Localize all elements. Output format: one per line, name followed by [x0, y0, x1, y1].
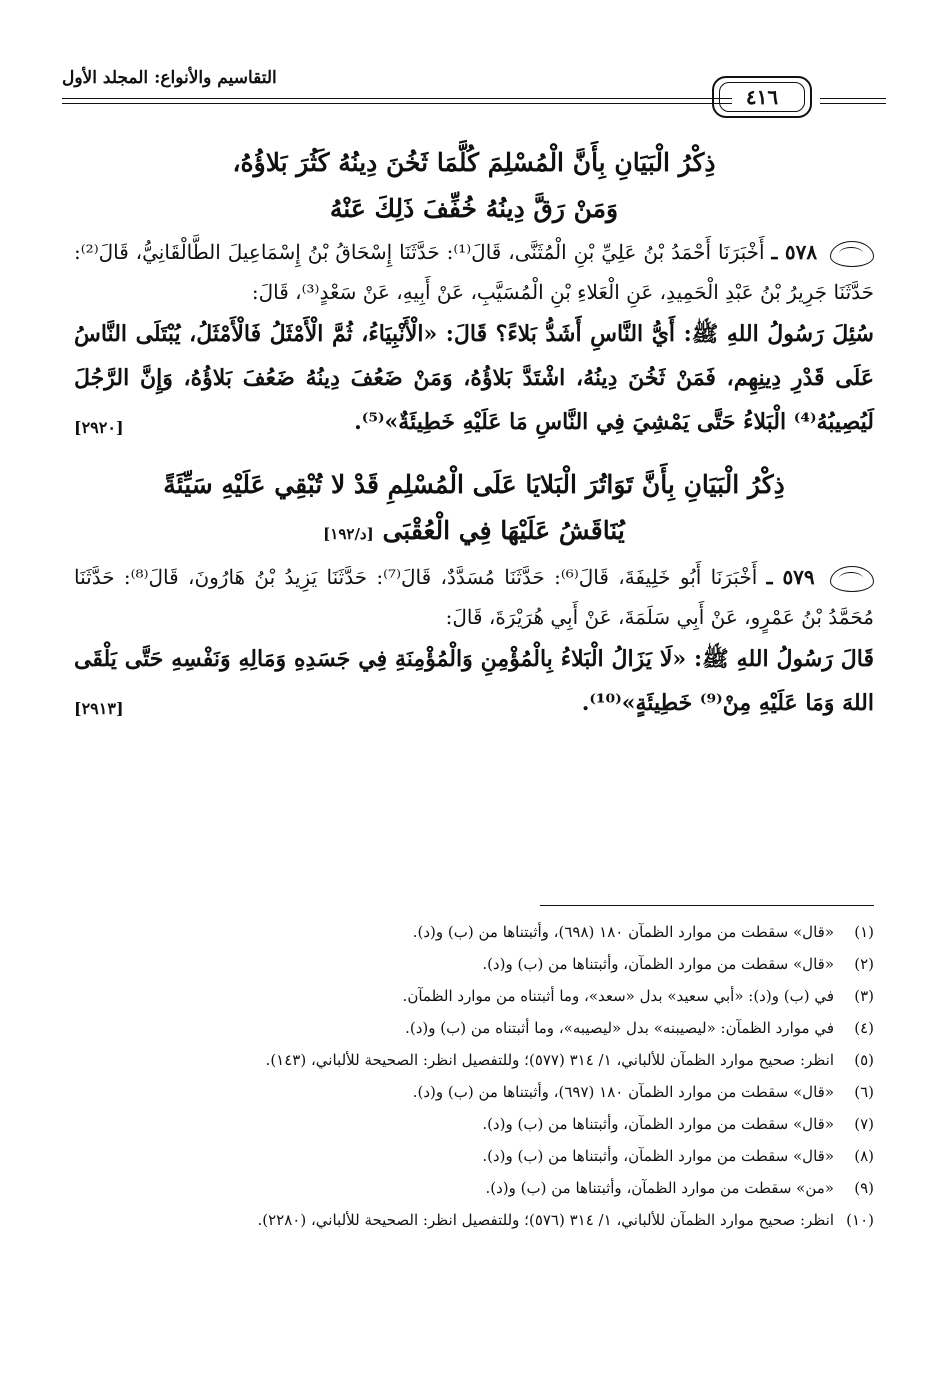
hadith-579-matn-text: قَالَ رَسُولُ اللهِ ﷺ: «لَا يَزَالُ الْبَلاءُ بِالْمُؤْمِنِ وَالْمُؤْمِنَةِ فِي جَسَدِهِ وَمَالِهِ وَنَفْسِهِ حَتَّى يَلْقَى اللهَ وَمَا عَلَيْهِ مِنْ⁽⁹⁾ خَطِيئَةٍ»⁽¹⁰⁾.: [74, 646, 874, 716]
footnote-text: «قال» سقطت من موارد الظمآن، وأثبتناها من (ب) و(د).: [482, 955, 834, 973]
hadith-marker-icon: [830, 566, 874, 592]
footnote-number: (٤): [854, 1019, 874, 1037]
footnote: [74, 1174, 874, 1202]
footnote-text: انظر: صحيح موارد الظمآن للألباني، ١/ ٣١٤ (٥٧٦)؛ وللتفصيل انظر: الصحيحة للألباني، (٢٢٨٠).: [257, 1211, 834, 1229]
header-rule-left: [62, 98, 732, 104]
footnote-text: في موارد الظمآن: «ليصيبنه» بدل «ليصيبه»، وما أثبتناه من (ب) و(د).: [405, 1019, 834, 1037]
footnote: [74, 1206, 874, 1234]
footnote-text: «قال» سقطت من موارد الظمآن ١٨٠ (٦٩٧)، وأثبتناها من (ب) و(د).: [412, 1083, 834, 1101]
running-title: التقاسيم والأنواع: المجلد الأول: [62, 68, 277, 88]
footnote-number: (١): [854, 923, 874, 941]
page-number-frame: [712, 76, 812, 118]
footnote-number: (٦): [854, 1083, 874, 1101]
footnote: [74, 950, 874, 978]
footnote: [74, 1078, 874, 1106]
footnote-number: (٨): [854, 1147, 874, 1165]
header-rule-right: [820, 98, 886, 104]
main-content: [74, 140, 874, 731]
footnote: [74, 1142, 874, 1170]
footnotes: [74, 918, 874, 1238]
hadith-579-number: ٥٧٩ ـ: [766, 565, 815, 589]
hadith-marker-icon: [830, 241, 874, 267]
footnote-text: «قال» سقطت من موارد الظمآن، وأثبتناها من (ب) و(د).: [482, 1115, 834, 1133]
footnote-text: «قال» سقطت من موارد الظمآن، وأثبتناها من (ب) و(د).: [482, 1147, 834, 1165]
hadith-578-matn-text: سُئِلَ رَسُولُ اللهِ ﷺ: أَيُّ النَّاسِ أَشَدُّ بَلاءً؟ قَالَ: «الْأَنْبِيَاءُ، ثُمَّ الْأَمْثَلُ فَالْأَمْثَلُ، يُبْتَلَى النَّاسُ عَلَى قَدْرِ دِينِهِم، فَمَنْ ثَخُنَ دِينُهُ، اشْتَدَّ بَلاؤُهُ، وَمَنْ ضَعُفَ دِينُهُ ضَعُفَ بَلاؤُهُ، وَإِنَّ الرَّجُلَ لَيُصِيبُهُ⁽⁴⁾ الْبَلاءُ حَتَّى يَمْشِيَ فِي النَّاسِ مَا عَلَيْهِ خَطِيئَةٌ»⁽⁵⁾.: [74, 321, 874, 435]
footnote-number: (١٠): [846, 1211, 874, 1229]
section-heading-1-line-2: وَمَنْ رَقَّ دِينُهُ خُفِّفَ ذَلِكَ عَنْهُ: [329, 194, 619, 223]
section-heading-2-ref: [د/١٩٢]: [323, 525, 374, 543]
footnote: [74, 1046, 874, 1074]
footnote-text: «قال» سقطت من موارد الظمآن ١٨٠ (٦٩٨)، وأثبتناها من (ب) و(د).: [412, 923, 834, 941]
section-heading-2-line-1: ذِكْرُ الْبَيَانِ بِأَنَّ تَوَاتُرَ الْبَلايَا عَلَى الْمُسْلِمِ قَدْ لا تُبْقِي عَلَيْهِ سَيِّئَةً: [163, 470, 785, 499]
section-heading-2-line-2-text: يُنَاقَشُ عَلَيْهَا فِي الْعُقْبَى: [382, 516, 625, 545]
hadith-579-isnad-text: أَخْبَرَنَا أَبُو خَلِيفَةَ، قَالَ⁽⁶⁾: حَدَّثَنَا مُسَدَّدٌ، قَالَ⁽⁷⁾: حَدَّثَنَا يَزِيدُ بْنُ هَارُونَ، قَالَ⁽⁸⁾: حَدَّثَنَا مُحَمَّدُ بْنُ عَمْرٍو، عَنْ أَبِي سَلَمَةَ، عَنْ أَبِي هُرَيْرَةَ، قَالَ:: [74, 565, 874, 629]
footnote-number: (٧): [854, 1115, 874, 1133]
footnote-number: (٣): [854, 987, 874, 1005]
hadith-578-ref: [٢٩٢٠]: [74, 418, 124, 437]
footnote-separator: [540, 905, 874, 906]
footnote: [74, 1110, 874, 1138]
footnote-number: (٩): [854, 1179, 874, 1197]
footnote: [74, 982, 874, 1010]
section-heading-1-line-1: ذِكْرُ الْبَيَانِ بِأَنَّ الْمُسْلِمَ كُلَّمَا ثَخُنَ دِينُهُ كَثُرَ بَلاؤُهُ،: [232, 148, 716, 177]
hadith-578-isnad-text: أَخْبَرَنَا أَحْمَدُ بْنُ عَلِيِّ بْنِ الْمُثَنَّى، قَالَ⁽¹⁾: حَدَّثَنَا إِسْحَاقُ بْنُ إِسْمَاعِيلَ الطَّالْقَانِيُّ، قَالَ⁽²⁾: حَدَّثَنَا جَرِيرُ بْنُ عَبْدِ الْحَمِيدِ، عَنِ الْعَلاءِ بْنِ الْمُسَيَّبِ، عَنْ أَبِيهِ، عَنْ سَعْدٍ⁽³⁾، قَالَ:: [74, 240, 874, 304]
footnote-text: «من» سقطت من موارد الظمآن، وأثبتناها من (ب) و(د).: [485, 1179, 834, 1197]
hadith-579-isnad: [74, 557, 874, 637]
footnote: [74, 1014, 874, 1042]
hadith-578-isnad: [74, 232, 874, 312]
hadith-579-matn: [74, 637, 874, 725]
page-number: ٤١٦: [719, 82, 805, 112]
section-heading-2-line-2: [74, 508, 874, 557]
footnote-number: (٥): [854, 1051, 874, 1069]
hadith-578-number: ٥٧٨ ـ: [771, 240, 818, 264]
footnote-text: في (ب) و(د): «أبي سعيد» بدل «سعد»، وما أثبتناه من موارد الظمآن.: [402, 987, 834, 1005]
footnote-text: انظر: صحيح موارد الظمآن للألباني، ١/ ٣١٤ (٥٧٧)؛ وللتفصيل انظر: الصحيحة للألباني، (١٤٣).: [265, 1051, 834, 1069]
hadith-579-ref: [٢٩١٣]: [74, 699, 124, 718]
section-spacer: [74, 444, 874, 462]
hadith-578-matn: [74, 312, 874, 444]
footnote-number: (٢): [854, 955, 874, 973]
page-header: [62, 68, 886, 120]
footnote: [74, 918, 874, 946]
